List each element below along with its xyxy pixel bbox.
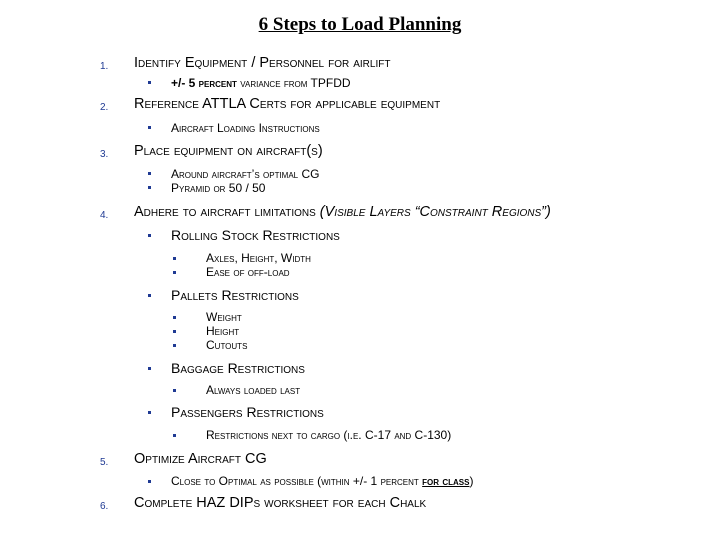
step-2-item: Aircraft Loading Instructions [171, 121, 320, 135]
bullet-icon [148, 81, 151, 84]
bullet-icon [148, 126, 151, 129]
bullet-icon [173, 257, 176, 260]
bullet-icon [148, 186, 151, 189]
step-5-item-main: Close to Optimal as possible (within +/- 1 percent [171, 474, 423, 488]
step-5-text: Optimize Aircraft CG [134, 451, 267, 467]
step-number: 5. [100, 457, 109, 468]
step-5-item-suffix: ) [469, 474, 474, 488]
page-title: 6 Steps to Load Planning [258, 14, 462, 35]
bullet-icon [173, 316, 176, 319]
step-5-item-emphasis: for class [422, 474, 470, 488]
step-4-text-main: Adhere to aircraft limitations [134, 204, 320, 220]
step-number: 4. [100, 210, 109, 221]
restriction-item: Always loaded last [206, 383, 301, 397]
step-3-item: Around aircraft’s optimal CG [171, 167, 320, 181]
step-number: 2. [100, 102, 109, 113]
step-number: 6. [100, 501, 109, 512]
step-5-item [171, 475, 473, 487]
restriction-item: Restrictions next to cargo (i.e. C-17 and C-130) [206, 428, 452, 442]
bullet-icon [173, 434, 176, 437]
step-4-text-italic: (Visible Layers “Constraint Regions”) [319, 204, 551, 220]
step-1-item-rest: variance from TPFDD [236, 76, 351, 90]
restriction-group: Baggage Restrictions [171, 360, 305, 376]
bullet-icon [148, 294, 151, 297]
restriction-item: Cutouts [206, 338, 248, 352]
step-4-text [134, 205, 551, 220]
restriction-group: Passengers Restrictions [171, 404, 324, 420]
bullet-icon [173, 330, 176, 333]
bullet-icon [148, 234, 151, 237]
step-number: 3. [100, 149, 109, 160]
bullet-icon [173, 389, 176, 392]
bullet-icon [148, 172, 151, 175]
step-1-text: Identify Equipment / Personnel for airlift [134, 55, 391, 71]
restriction-item: Weight [206, 310, 242, 324]
step-3-item: Pyramid or 50 / 50 [171, 181, 266, 195]
bullet-icon [173, 271, 176, 274]
bullet-icon [148, 367, 151, 370]
step-6-text: Complete HAZ DIPs worksheet for each Chalk [134, 495, 427, 511]
step-number: 1. [100, 61, 109, 72]
bullet-icon [148, 411, 151, 414]
step-1-item [171, 77, 351, 89]
restriction-item: Height [206, 324, 240, 338]
bullet-icon [173, 344, 176, 347]
restriction-group: Pallets Restrictions [171, 287, 299, 303]
step-2-text: Reference ATTLA Certs for applicable equipment [134, 96, 441, 112]
restriction-group: Rolling Stock Restrictions [171, 227, 340, 243]
bullet-icon [148, 480, 151, 483]
step-1-item-bold: +/- 5 percent [171, 76, 237, 90]
step-3-text: Place equipment on aircraft(s) [134, 143, 323, 159]
restriction-item: Ease of off-load [206, 265, 290, 279]
restriction-item: Axles, Height, Width [206, 251, 311, 265]
